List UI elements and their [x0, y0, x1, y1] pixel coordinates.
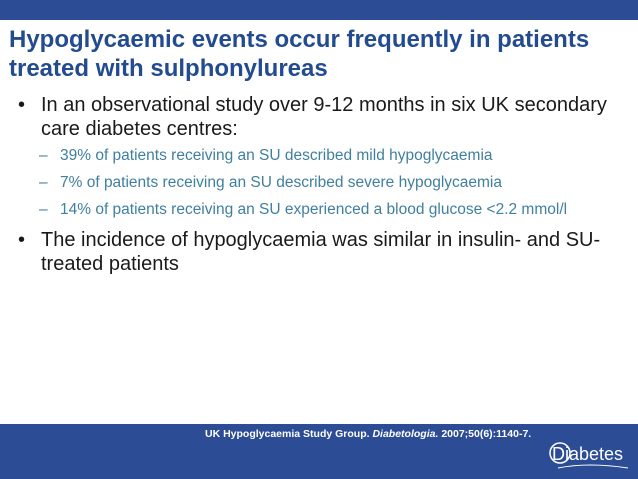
reference-journal: Diabetologia. [372, 428, 439, 440]
sub-bullet-item [18, 147, 618, 165]
bullet-item [18, 228, 618, 276]
bullet-text: The incidence of hypoglycaemia was similar in insulin- and SU-treated patients [41, 229, 601, 275]
bullet-glyph: • [18, 94, 26, 116]
sub-bullet-glyph: – [39, 201, 48, 218]
sub-bullet-glyph: – [39, 174, 48, 191]
sub-bullet-text: 14% of patients receiving an SU experienced a blood glucose <2.2 mmol/l [60, 201, 568, 218]
reference-authors: UK Hypoglycaemia Study Group. [205, 428, 370, 440]
top-banner [0, 0, 638, 20]
reference-details: 2007;50(6):1140-7. [441, 428, 532, 440]
bullet-glyph: • [18, 229, 26, 251]
sub-bullet-item [18, 174, 618, 192]
diabetes-logo [548, 436, 632, 474]
slide-title: Hypoglycaemic events occur frequently in patients treated with sulphonylureas [9, 26, 590, 82]
bullet-item [18, 93, 618, 141]
reference-citation [205, 428, 531, 440]
sub-bullet-glyph: – [39, 147, 48, 164]
bullet-text: In an observational study over 9-12 months in six UK secondary care diabetes centres: [41, 94, 607, 140]
sub-bullet-item [18, 201, 618, 219]
logo-swoosh [558, 465, 628, 468]
sub-bullet-text: 7% of patients receiving an SU described severe hypoglycaemia [60, 174, 502, 191]
sub-bullet-text: 39% of patients receiving an SU described mild hypoglycaemia [60, 147, 493, 164]
slide-content [18, 93, 618, 282]
logo-wordmark: Diabetes [552, 444, 624, 464]
sub-bullet-list [18, 147, 618, 219]
